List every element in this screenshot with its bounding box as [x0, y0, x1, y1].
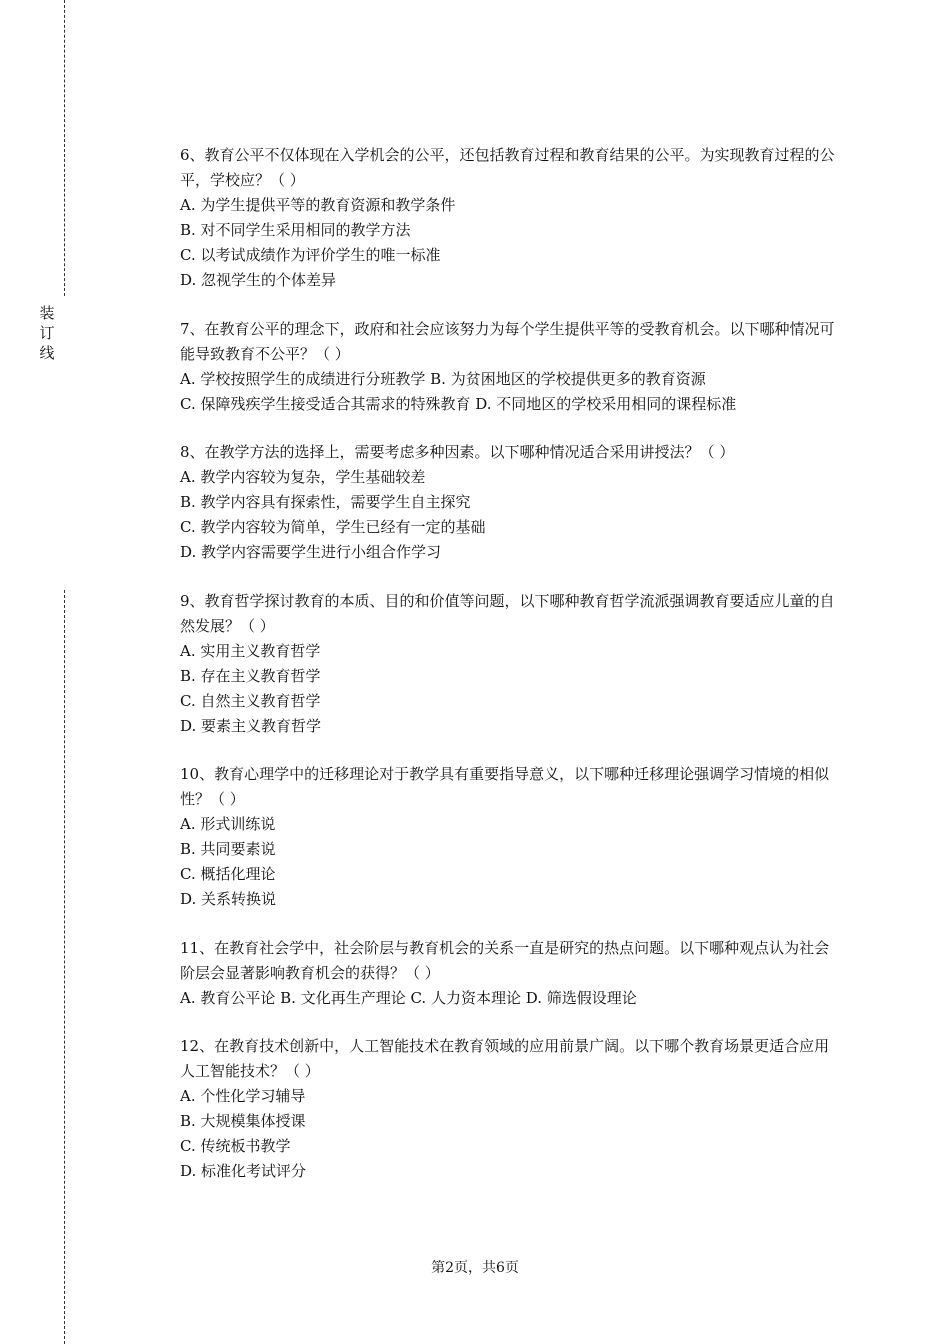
binding-label-char: 订: [39, 324, 55, 342]
option-b: B. 教学内容具有探索性，需要学生自主探究: [180, 493, 471, 511]
option-a: A. 个性化学习辅导: [180, 1087, 306, 1105]
option-c-d: C. 保障残疾学生接受适合其需求的特殊教育 D. 不同地区的学校采用相同的课程标准: [180, 394, 737, 413]
question-list: [180, 143, 840, 1208]
question-stem: 6、教育公平不仅体现在入学机会的公平，还包括教育过程和教育结果的公平。为实现教育过程的公平，学校应？（ ）: [180, 146, 835, 189]
option-d: D. 关系转换说: [180, 890, 277, 908]
question-stem: 9、教育哲学探讨教育的本质、目的和价值等问题，以下哪种教育哲学流派强调教育要适应儿童的自然发展？（ ）: [180, 591, 835, 635]
option-a: A. 为学生提供平等的教育资源和教学条件: [180, 196, 456, 214]
option-b: B. 存在主义教育哲学: [180, 666, 321, 685]
binding-label-char: 线: [39, 344, 55, 362]
option-a: A. 实用主义教育哲学: [180, 641, 321, 660]
option-d: D. 忽视学生的个体差异: [180, 271, 337, 289]
question-9: [180, 589, 840, 739]
option-b: B. 大规模集体授课: [180, 1112, 306, 1130]
question-11: [180, 936, 840, 1011]
option-c: C. 自然主义教育哲学: [180, 691, 321, 710]
question-12: [180, 1034, 840, 1184]
question-stem: 12、在教育技术创新中，人工智能技术在教育领域的应用前景广阔。以下哪个教育场景更适合应用人工智能技术？（ ）: [180, 1037, 830, 1080]
option-b: B. 共同要素说: [180, 840, 276, 858]
question-7: [180, 317, 840, 417]
option-c: C. 教学内容较为简单，学生已经有一定的基础: [180, 518, 486, 536]
question-stem: 8、在教学方法的选择上，需要考虑多种因素。以下哪种情况适合采用讲授法？（ ）: [180, 443, 735, 461]
question-stem: 11、在教育社会学中，社会阶层与教育机会的关系一直是研究的热点问题。以下哪种观点认为社会阶层会显著影响教育机会的获得？（ ）: [180, 938, 830, 982]
option-d: D. 教学内容需要学生进行小组合作学习: [180, 543, 442, 561]
option-c: C. 传统板书教学: [180, 1137, 291, 1155]
option-a: A. 形式训练说: [180, 815, 276, 833]
option-a-b: A. 学校按照学生的成绩进行分班教学 B. 为贫困地区的学校提供更多的教育资源: [180, 369, 706, 388]
option-d: D. 标准化考试评分: [180, 1162, 307, 1180]
question-10: [180, 762, 840, 912]
binding-line-top: [64, 0, 65, 296]
option-a: A. 教学内容较为复杂，学生基础较差: [180, 468, 426, 486]
option-c: C. 概括化理论: [180, 865, 276, 883]
question-stem: 7、在教育公平的理念下，政府和社会应该努力为每个学生提供平等的受教育机会。以下哪种情况可能导致教育不公平？（ ）: [180, 319, 835, 363]
binding-line-bottom: [64, 590, 65, 1344]
question-6: [180, 143, 840, 293]
binding-label: [38, 303, 56, 363]
option-c: C. 以考试成绩作为评价学生的唯一标准: [180, 246, 441, 264]
option-a-b-c-d: A. 教育公平论 B. 文化再生产理论 C. 人力资本理论 D. 筛选假设理论: [180, 988, 637, 1007]
binding-label-char: 装: [39, 304, 55, 322]
question-8: [180, 440, 840, 565]
option-d: D. 要素主义教育哲学: [180, 716, 322, 735]
question-stem: 10、教育心理学中的迁移理论对于教学具有重要指导意义，以下哪种迁移理论强调学习情境的相似性？（ ）: [180, 765, 830, 808]
option-b: B. 对不同学生采用相同的教学方法: [180, 221, 411, 239]
page-number: 第2页，共6页: [431, 1260, 519, 1276]
